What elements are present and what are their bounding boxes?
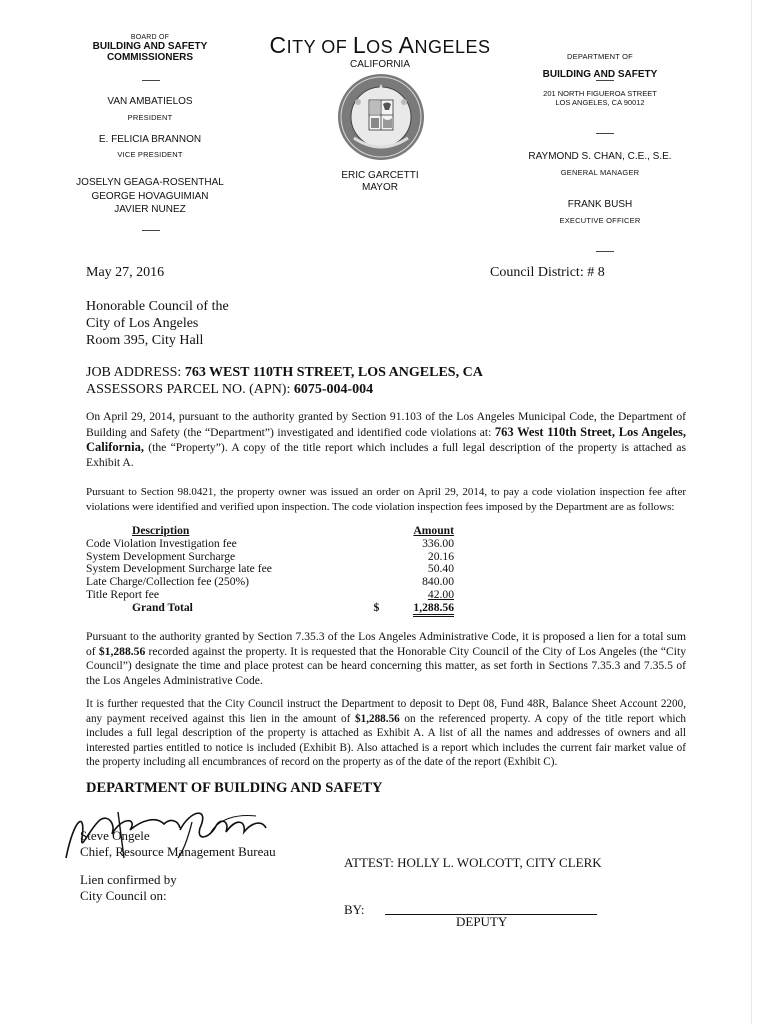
table-row: System Development Surcharge late fee 50.40 [86, 562, 454, 576]
table-row: Code Violation Investigation fee 336.00 [86, 536, 454, 550]
fee-table [86, 525, 454, 615]
department-signature-heading: DEPARTMENT OF BUILDING AND SAFETY [86, 780, 383, 796]
member-name: GEORGE HOVAGUIMIAN [91, 190, 209, 202]
scan-edge-line [751, 0, 752, 1024]
amount-header: Amount [413, 524, 454, 537]
state-label: CALIFORNIA [349, 59, 410, 70]
job-address-line: JOB ADDRESS: 763 WEST 110TH STREET, LOS ANGELES, CA [86, 365, 483, 380]
divider [596, 251, 614, 252]
general-manager-block [520, 151, 680, 177]
paragraph-2: Pursuant to Section 98.0421, the property owner was issued an order on April 29, 2014, to pay a code violation inspection fee after violations were identified and verified upon inspection. The code violation inspection fees imposed by the Department are as follows: [86, 486, 686, 513]
recipient-line: City of Los Angeles [86, 316, 199, 331]
divider [596, 80, 614, 81]
lien-confirmed-block [80, 872, 177, 904]
description-header: Description [132, 524, 190, 537]
divider [142, 80, 160, 81]
lien-confirmed-line: Lien confirmed by [80, 872, 177, 887]
general-manager-title: GENERAL MANAGER [560, 168, 640, 177]
member-name: JAVIER NUNEZ [114, 204, 186, 215]
recipient-block [86, 298, 229, 349]
table-row: Late Charge/Collection fee (250%) 840.00 [86, 575, 454, 589]
paragraph-3: Pursuant to the authority granted by Section 7.35.3 of the Los Angeles Administrative Code, it is proposed a lien for a total sum of $1,288.56 recorded against the property. It is requested that the Honorable City Council of the City of Los Angeles (the “City Council”) designate the time and place protest can be heard concerning this matter, as set forth in Sections 7.35.3 and 7.35.5 of the Los Angeles Administrative Code. [86, 630, 687, 687]
city-seal-icon [336, 72, 426, 162]
grand-total-label: Grand Total [132, 600, 193, 614]
dept-name: BUILDING AND SAFETY [542, 69, 658, 80]
president-block [80, 96, 220, 122]
recipient-line: Room 395, City Hall [86, 333, 204, 348]
board-line2: BUILDING AND SAFETY [92, 41, 208, 52]
council-district: Council District: # 8 [490, 265, 605, 280]
mayor-block [305, 170, 455, 193]
job-address-block [86, 364, 483, 398]
address-line1: 201 NORTH FIGUEROA STREET [543, 89, 657, 98]
board-line1: BOARD OF [130, 34, 170, 41]
department-heading [530, 52, 670, 80]
signer-title: Chief, Resource Management Bureau [80, 844, 276, 859]
mayor-title: MAYOR [362, 181, 398, 193]
divider [596, 133, 614, 134]
recipient-line: Honorable Council of the [86, 299, 229, 314]
vice-president-title: VICE PRESIDENT [117, 150, 183, 159]
deputy-label: DEPUTY [456, 914, 508, 929]
vice-president-block [80, 134, 220, 159]
paragraph-4: It is further requested that the City Council instruct the Department to deposit to Dept 08, Fund 48R, Balance Sheet Account 2200, any payment received against this lien in the amount of $1,288.56 on the referenced property. A copy of the title report which includes a full legal description of the property is attached as Exhibit A. A list of all the names and addresses of owners and all interested parties entitled to notice is included (Exhibit B). Also attached is a report which includes the current fair market value of the property including all encumbrances of record on the property as of the date of the report (Exhibit C). [86, 698, 687, 768]
board-heading [80, 34, 220, 63]
address-line2: LOS ANGELES, CA 90012 [555, 98, 645, 107]
dept-of: DEPARTMENT OF [567, 52, 633, 61]
letter-date: May 27, 2016 [86, 265, 165, 280]
executive-officer-name: FRANK BUSH [567, 199, 633, 210]
general-manager-name: RAYMOND S. CHAN, C.E., S.E. [528, 151, 672, 162]
president-name: VAN AMBATIELOS [107, 96, 193, 107]
apn-line: ASSESSORS PARCEL NO. (APN): 6075-004-004 [86, 382, 374, 397]
table-row: Title Report fee 42.00 [86, 587, 454, 601]
president-title: PRESIDENT [127, 113, 173, 122]
mayor-name: ERIC GARCETTI [341, 170, 419, 181]
by-label: BY: [344, 902, 365, 917]
fee-table-header [86, 525, 454, 538]
executive-officer-title: EXECUTIVE OFFICER [559, 216, 641, 225]
city-title: CITY OF LOS ANGELES [269, 32, 491, 58]
job-address-value: 763 WEST 110TH STREET, LOS ANGELES, CA [184, 365, 483, 380]
attest-line: ATTEST: HOLLY L. WOLCOTT, CITY CLERK [344, 855, 602, 870]
grand-total-amount: 1,288.56 [413, 601, 454, 617]
dept-address [520, 89, 680, 107]
signer-block [80, 828, 276, 860]
executive-officer-block [520, 199, 680, 225]
lien-confirmed-line: City Council on: [80, 888, 167, 903]
members-block [60, 176, 240, 217]
table-row: System Development Surcharge 20.16 [86, 549, 454, 563]
signer-name: Steve Ongele [80, 828, 150, 843]
member-name: JOSELYN GEAGA-ROSENTHAL [76, 177, 224, 188]
vice-president-name: E. FELICIA BRANNON [98, 134, 202, 145]
paragraph-1: On April 29, 2014, pursuant to the authority granted by Section 91.103 of the Los Angeles Municipal Code, the Department of Building and Safety (the “Department”) investigated and identified code violations at: 763 West 110th Street, Los Angeles, California, (the “Property”). A copy of the title report which includes a full legal description of the property is attached as Exhibit A. [86, 410, 686, 469]
grand-total-row [86, 602, 454, 615]
apn-value: 6075-004-004 [293, 382, 374, 397]
grand-total-currency: $ [373, 600, 380, 614]
divider [142, 230, 160, 231]
board-line3: COMMISSIONERS [106, 52, 194, 63]
